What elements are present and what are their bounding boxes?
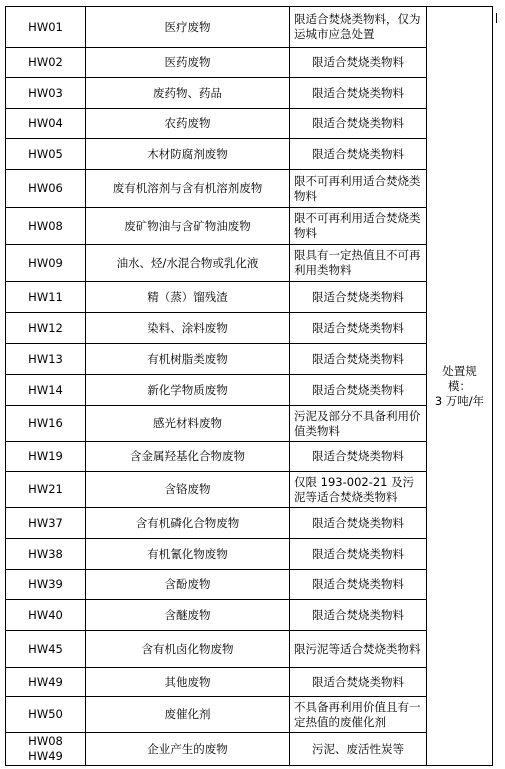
waste-restriction: 限适合焚烧类物料 — [290, 539, 427, 570]
table-row — [6, 406, 493, 442]
waste-name: 含金属羟基化合物废物 — [86, 442, 290, 472]
waste-code — [6, 208, 86, 245]
waste-code — [6, 472, 86, 508]
waste-name: 废矿物油与含矿物油废物 — [86, 208, 290, 245]
waste-code — [6, 697, 86, 733]
waste-code — [6, 508, 86, 539]
table-row — [6, 109, 493, 139]
table-body — [6, 7, 493, 766]
waste-code-text: HW05 — [28, 146, 63, 161]
waste-code-text: HW45 — [28, 641, 63, 656]
waste-restriction: 限适合焚烧类物料 — [290, 344, 427, 375]
waste-name: 有机氰化物废物 — [86, 539, 290, 570]
waste-code-text: HW39 — [28, 577, 63, 591]
waste-code — [6, 48, 86, 78]
waste-code-text: HW37 — [28, 515, 63, 530]
table-row — [6, 344, 493, 375]
waste-code-text: HW08 — [28, 734, 63, 748]
waste-restriction: 限适合焚烧类物料，仅为运城市应急处置 — [290, 7, 427, 48]
waste-name: 有机树脂类废物 — [86, 344, 290, 375]
waste-code-text: HW50 — [28, 707, 63, 721]
table-row — [6, 668, 493, 697]
waste-code — [6, 170, 86, 208]
table-row — [6, 7, 493, 48]
waste-code — [6, 375, 86, 406]
waste-name: 医疗废物 — [86, 7, 290, 48]
table-row — [6, 170, 493, 208]
waste-name: 其他废物 — [86, 668, 290, 697]
waste-code — [6, 139, 86, 170]
waste-restriction: 限适合焚烧类物料 — [290, 78, 427, 109]
waste-code-text: HW02 — [28, 55, 63, 69]
waste-code — [6, 344, 86, 375]
waste-code — [6, 7, 86, 48]
waste-code — [6, 245, 86, 282]
table-row — [6, 78, 493, 109]
waste-name: 废催化剂 — [86, 697, 290, 733]
waste-code-text: HW40 — [28, 607, 63, 622]
hazardous-waste-table — [5, 6, 493, 766]
table-edge-mark — [496, 13, 497, 23]
waste-restriction: 污泥、废活性炭等 — [290, 733, 427, 766]
table-row — [6, 733, 493, 766]
waste-code-text: HW06 — [28, 181, 63, 195]
waste-code — [6, 313, 86, 344]
table-row — [6, 139, 493, 170]
waste-restriction: 限不可再利用适合焚烧类物料 — [290, 208, 427, 245]
waste-name: 废药物、药品 — [86, 78, 290, 109]
waste-code-text: HW49 — [28, 674, 63, 689]
table-row — [6, 697, 493, 733]
waste-name: 感光材料废物 — [86, 406, 290, 442]
waste-name: 含有机磷化合物废物 — [86, 508, 290, 539]
waste-code — [6, 631, 86, 668]
waste-restriction: 限适合焚烧类物料 — [290, 109, 427, 139]
waste-code — [6, 109, 86, 139]
waste-name: 企业产生的废物 — [86, 733, 290, 766]
waste-name: 精（蒸）馏残渣 — [86, 282, 290, 313]
waste-name: 含有机卤化物废物 — [86, 631, 290, 668]
waste-name: 油水、烃/水混合物或乳化液 — [86, 245, 290, 282]
table-row — [6, 282, 493, 313]
table-row — [6, 245, 493, 282]
waste-code-text: HW38 — [28, 546, 63, 561]
waste-restriction: 限适合焚烧类物料 — [290, 600, 427, 631]
waste-name: 医药废物 — [86, 48, 290, 78]
waste-code — [6, 539, 86, 570]
waste-restriction: 限不可再利用适合焚烧类物料 — [290, 170, 427, 208]
waste-restriction: 限适合焚烧类物料 — [290, 508, 427, 539]
waste-name: 废有机溶剂与含有机溶剂废物 — [86, 170, 290, 208]
table-row — [6, 313, 493, 344]
waste-code-text: HW19 — [28, 449, 63, 463]
table-row — [6, 539, 493, 570]
waste-code — [6, 78, 86, 109]
waste-restriction: 限适合焚烧类物料 — [290, 375, 427, 406]
waste-name: 木材防腐剂废物 — [86, 139, 290, 170]
waste-restriction: 限适合焚烧类物料 — [290, 570, 427, 600]
table-row — [6, 208, 493, 245]
waste-code-text: HW03 — [28, 85, 63, 100]
table-row — [6, 48, 493, 78]
waste-restriction: 限具有一定热值且不可再利用类物料 — [290, 245, 427, 282]
waste-name: 新化学物质废物 — [86, 375, 290, 406]
waste-code-text: HW09 — [28, 255, 63, 270]
waste-name: 含醚废物 — [86, 600, 290, 631]
waste-code — [6, 733, 86, 766]
waste-name: 农药废物 — [86, 109, 290, 139]
table-row — [6, 472, 493, 508]
waste-code — [6, 600, 86, 631]
waste-code-text: HW04 — [28, 116, 63, 130]
waste-code — [6, 668, 86, 697]
waste-code-text: HW49 — [28, 749, 63, 763]
disposal-scale-line: 3 万吨/年 — [434, 393, 485, 408]
waste-restriction: 限适合焚烧类物料 — [290, 668, 427, 697]
table-row — [6, 375, 493, 406]
waste-code — [6, 406, 86, 442]
waste-name: 染料、涂料废物 — [86, 313, 290, 344]
table-row — [6, 508, 493, 539]
waste-restriction: 不具备再利用价值且有一定热值的废催化剂 — [290, 697, 427, 733]
waste-code — [6, 282, 86, 313]
disposal-scale — [427, 7, 493, 766]
waste-code-text: HW12 — [28, 320, 63, 335]
waste-name: 含铬废物 — [86, 472, 290, 508]
waste-restriction: 限适合焚烧类物料 — [290, 442, 427, 472]
table-row — [6, 570, 493, 600]
waste-restriction: 仅限 193-002-21 及污泥等适合焚烧类物料 — [290, 472, 427, 508]
table-row — [6, 442, 493, 472]
waste-code-text: HW11 — [28, 289, 63, 304]
waste-restriction: 限适合焚烧类物料 — [290, 313, 427, 344]
waste-code-text: HW16 — [28, 416, 63, 430]
disposal-scale-line: 处置规模： — [442, 363, 477, 393]
waste-code — [6, 442, 86, 472]
table-row — [6, 631, 493, 668]
waste-restriction: 限适合焚烧类物料 — [290, 282, 427, 313]
waste-restriction: 限污泥等适合焚烧类物料 — [290, 631, 427, 668]
waste-code-text: HW08 — [28, 218, 63, 233]
waste-code-text: HW14 — [28, 382, 63, 397]
waste-name: 含酚废物 — [86, 570, 290, 600]
waste-code-text: HW01 — [28, 19, 63, 34]
waste-restriction: 限适合焚烧类物料 — [290, 139, 427, 170]
waste-code — [6, 570, 86, 600]
waste-restriction: 污泥及部分不具备利用价值类物料 — [290, 406, 427, 442]
waste-code-text: HW13 — [28, 351, 63, 366]
waste-restriction: 限适合焚烧类物料 — [290, 48, 427, 78]
waste-code-text: HW21 — [28, 482, 63, 496]
table-row — [6, 600, 493, 631]
